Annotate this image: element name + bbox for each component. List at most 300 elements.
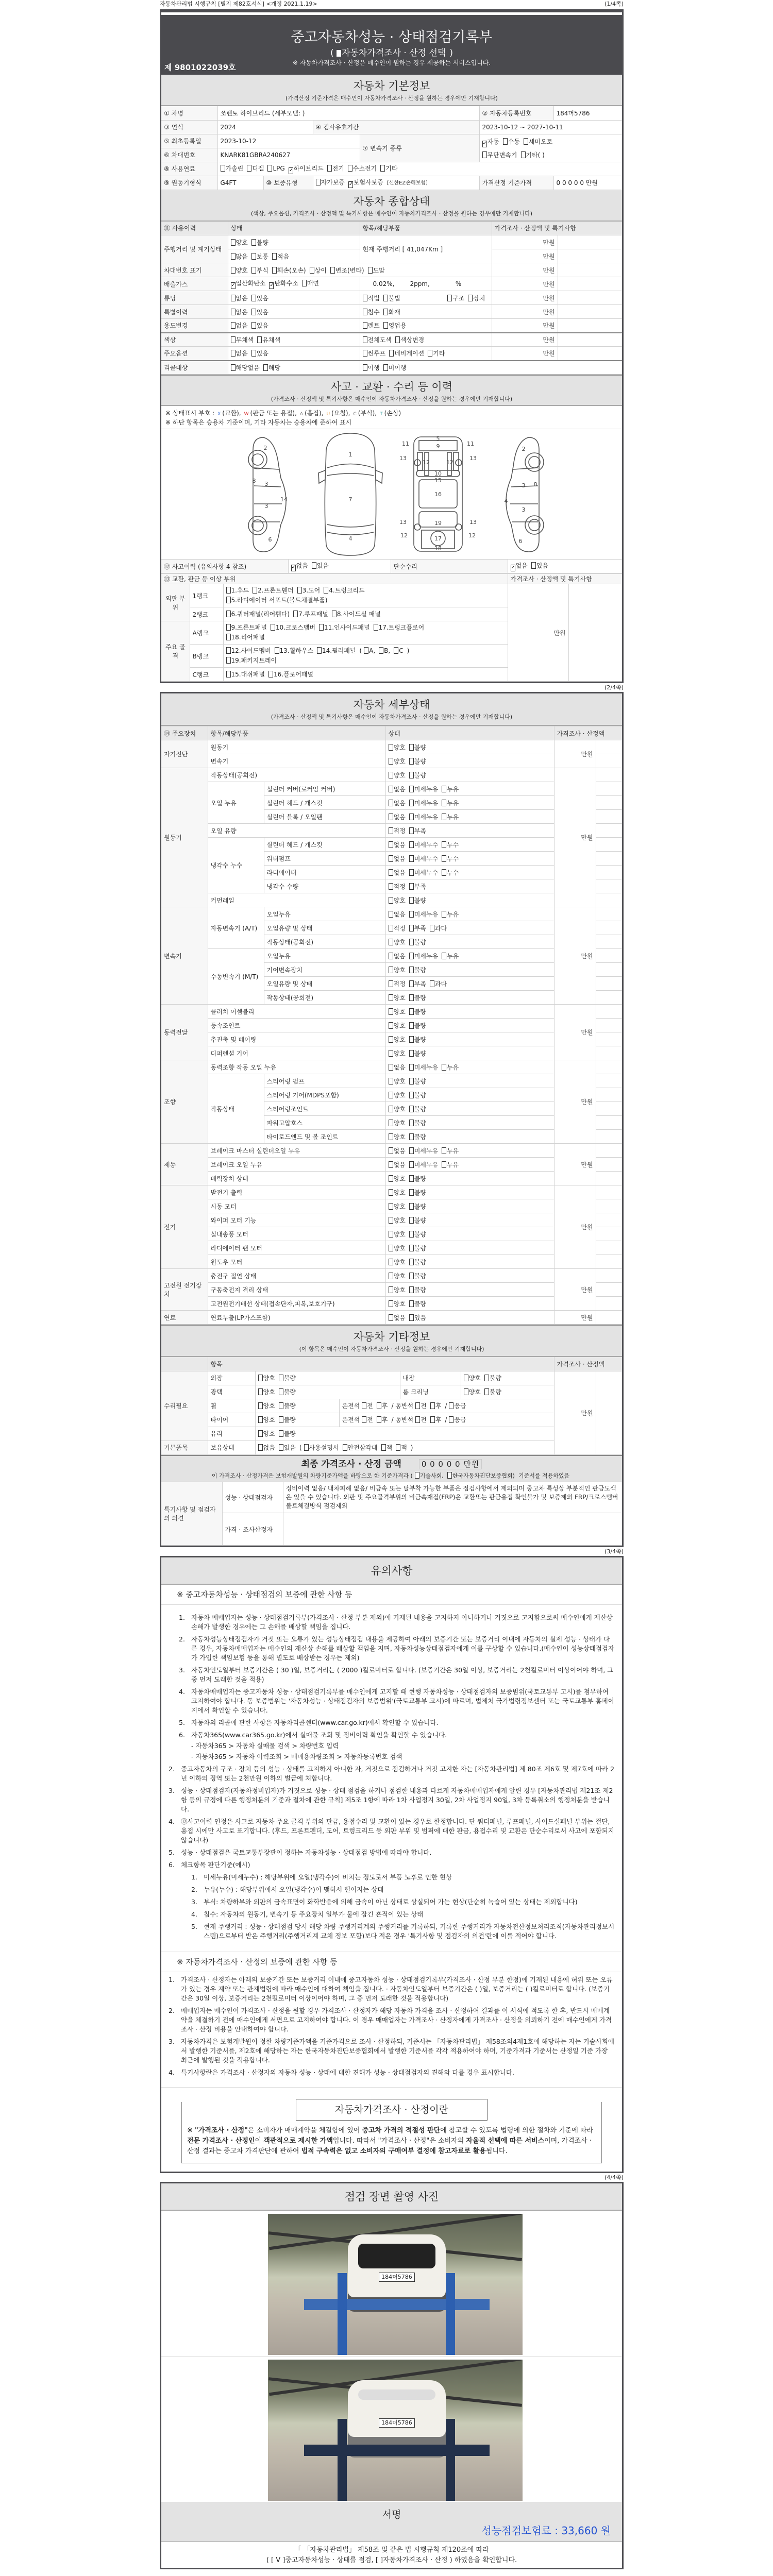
checkbox-checked-icon[interactable]: ✓ xyxy=(482,140,487,146)
checkbox-option[interactable] xyxy=(415,1472,444,1479)
checkbox-icon[interactable] xyxy=(363,364,367,371)
checkbox-option[interactable] xyxy=(226,657,277,664)
checkbox-icon[interactable] xyxy=(430,1416,435,1423)
checkbox-option[interactable] xyxy=(389,350,424,357)
checkbox-option[interactable] xyxy=(231,267,248,274)
checkbox-option[interactable] xyxy=(409,786,438,793)
checkbox-icon[interactable] xyxy=(231,364,236,371)
checkbox-option[interactable] xyxy=(409,1300,426,1308)
checkbox-option[interactable] xyxy=(409,772,426,779)
checkbox-option[interactable] xyxy=(482,151,517,159)
price-input[interactable] xyxy=(596,1158,622,1172)
checkbox-option[interactable] xyxy=(442,855,459,862)
checkbox-icon[interactable] xyxy=(409,1161,414,1168)
checkbox-icon[interactable] xyxy=(409,1120,414,1126)
checkbox-option[interactable] xyxy=(279,1416,296,1423)
price-input[interactable] xyxy=(596,1241,622,1255)
checkbox-option[interactable] xyxy=(389,1203,406,1210)
price-input[interactable] xyxy=(596,879,622,893)
checkbox-option[interactable] xyxy=(409,1259,426,1266)
checkbox-icon[interactable] xyxy=(415,1416,420,1423)
checkbox-icon[interactable] xyxy=(231,336,236,343)
checkbox-icon[interactable] xyxy=(231,309,236,315)
checkbox-option[interactable] xyxy=(409,800,438,807)
checkbox-icon[interactable] xyxy=(279,1416,283,1423)
checkbox-option[interactable] xyxy=(430,1416,442,1423)
checkbox-option[interactable] xyxy=(409,1106,426,1113)
checkbox-option[interactable] xyxy=(377,1402,388,1410)
checkbox-icon[interactable] xyxy=(409,772,414,778)
price-input[interactable] xyxy=(596,1199,622,1213)
checkbox-icon[interactable] xyxy=(279,1375,283,1381)
price-input[interactable] xyxy=(596,991,622,1005)
checkbox-option[interactable] xyxy=(409,758,426,765)
checkbox-option[interactable] xyxy=(482,138,499,145)
price-input[interactable] xyxy=(596,754,622,768)
checkbox-icon[interactable] xyxy=(442,800,446,806)
checkbox-icon[interactable] xyxy=(409,953,414,959)
checkbox-icon[interactable] xyxy=(389,1050,393,1057)
checkbox-option[interactable] xyxy=(267,165,284,172)
checkbox-icon[interactable] xyxy=(409,1286,414,1293)
checkbox-icon[interactable] xyxy=(409,925,414,931)
checkbox-option[interactable] xyxy=(409,1231,426,1238)
checkbox-icon[interactable] xyxy=(409,1175,414,1182)
checkbox-icon[interactable] xyxy=(409,1022,414,1029)
checkbox-icon[interactable] xyxy=(389,1314,393,1321)
checkbox-icon[interactable] xyxy=(374,624,378,631)
checkbox-option[interactable] xyxy=(409,980,426,988)
checkbox-checked-icon[interactable]: ✓ xyxy=(270,282,274,288)
price-input[interactable] xyxy=(596,824,622,838)
checkbox-icon[interactable] xyxy=(293,611,298,617)
checkbox-icon[interactable] xyxy=(389,1217,393,1224)
checkbox-icon[interactable] xyxy=(319,624,324,631)
checkbox-option[interactable] xyxy=(253,587,293,594)
checkbox-icon[interactable] xyxy=(484,1375,489,1381)
checkbox-option[interactable] xyxy=(381,1444,393,1451)
checkbox-icon[interactable] xyxy=(389,1175,393,1182)
checkbox-icon[interactable] xyxy=(389,855,393,862)
checkbox-option[interactable] xyxy=(231,364,260,371)
checkbox-icon[interactable] xyxy=(363,322,367,329)
price-input[interactable] xyxy=(596,1227,622,1241)
checkbox-option[interactable] xyxy=(389,1036,406,1043)
checkbox-icon[interactable] xyxy=(348,165,352,172)
checkbox-option[interactable] xyxy=(442,814,459,821)
checkbox-icon[interactable] xyxy=(409,939,414,945)
price-input[interactable] xyxy=(596,866,622,879)
checkbox-option[interactable] xyxy=(442,911,459,918)
checkbox-option[interactable] xyxy=(447,295,464,302)
checkbox-option[interactable] xyxy=(379,647,390,654)
price-input[interactable] xyxy=(596,810,622,824)
checkbox-option[interactable] xyxy=(279,1430,296,1437)
checkbox-option[interactable] xyxy=(263,364,280,371)
checkbox-option[interactable] xyxy=(428,350,445,357)
checkbox-option[interactable] xyxy=(409,994,426,1002)
checkbox-icon[interactable] xyxy=(442,911,446,918)
checkbox-option[interactable] xyxy=(409,1286,426,1294)
checkbox-icon[interactable] xyxy=(231,295,236,301)
checkbox-option[interactable] xyxy=(409,1161,438,1168)
checkbox-icon[interactable] xyxy=(430,1402,435,1409)
checkbox-option[interactable] xyxy=(409,814,438,821)
checkbox-option[interactable] xyxy=(231,350,248,357)
checkbox-icon[interactable] xyxy=(409,1092,414,1098)
checkbox-icon[interactable] xyxy=(389,869,393,876)
price-input[interactable] xyxy=(558,347,622,361)
checkbox-icon[interactable] xyxy=(389,1022,393,1029)
checkbox-icon[interactable] xyxy=(415,1402,420,1409)
checkbox-icon[interactable] xyxy=(258,1430,263,1437)
checkbox-option[interactable] xyxy=(524,138,552,145)
checkbox-option[interactable] xyxy=(389,1078,406,1085)
checkbox-option[interactable] xyxy=(310,267,327,274)
checkbox-option[interactable] xyxy=(251,322,268,329)
checkbox-option[interactable] xyxy=(272,267,306,274)
checkbox-icon[interactable] xyxy=(379,647,383,654)
checkbox-icon[interactable] xyxy=(409,1078,414,1084)
checkbox-icon[interactable] xyxy=(409,1259,414,1265)
checkbox-option[interactable] xyxy=(389,1189,406,1196)
checkbox-option[interactable] xyxy=(226,587,249,594)
checkbox-icon[interactable] xyxy=(531,562,536,569)
price-input[interactable] xyxy=(596,963,622,977)
checkbox-option[interactable] xyxy=(531,562,548,569)
checkbox-icon[interactable] xyxy=(389,911,393,918)
checkbox-icon[interactable] xyxy=(316,179,321,185)
checkbox-option[interactable] xyxy=(226,647,271,654)
checkbox-option[interactable] xyxy=(442,1161,459,1168)
checkbox-icon[interactable] xyxy=(310,267,314,274)
checkbox-option[interactable] xyxy=(368,267,385,274)
checkbox-option[interactable] xyxy=(389,841,406,849)
checkbox-icon[interactable] xyxy=(389,1273,393,1279)
checkbox-option[interactable] xyxy=(409,897,426,904)
checkbox-option[interactable] xyxy=(231,253,248,260)
price-input[interactable] xyxy=(596,907,622,921)
checkbox-icon[interactable] xyxy=(389,758,393,765)
price-input[interactable] xyxy=(596,1255,622,1269)
checkbox-option[interactable] xyxy=(279,1375,296,1382)
checkbox-icon[interactable] xyxy=(394,647,398,654)
checkbox-icon[interactable] xyxy=(377,1402,381,1409)
price-input[interactable] xyxy=(596,1144,622,1158)
checkbox-icon[interactable] xyxy=(409,883,414,890)
checkbox-icon[interactable] xyxy=(275,647,279,654)
checkbox-option[interactable] xyxy=(221,165,244,172)
checkbox-icon[interactable] xyxy=(409,1147,414,1154)
checkbox-option[interactable] xyxy=(442,786,459,793)
checkbox-option[interactable] xyxy=(442,841,459,849)
checkbox-icon[interactable] xyxy=(389,1286,393,1293)
checkbox-option[interactable] xyxy=(389,1175,406,1182)
checkbox-icon[interactable] xyxy=(389,883,393,890)
checkbox-option[interactable] xyxy=(409,855,438,862)
checkbox-icon[interactable] xyxy=(272,253,277,260)
checkbox-option[interactable] xyxy=(251,295,268,302)
checkbox-option[interactable] xyxy=(304,1444,339,1451)
checkbox-icon[interactable] xyxy=(258,1416,263,1423)
checkbox-option[interactable] xyxy=(389,1008,406,1015)
checkbox-icon[interactable] xyxy=(263,364,268,371)
checkbox-option[interactable] xyxy=(389,1106,406,1113)
price-input[interactable] xyxy=(558,263,622,277)
checkbox-option[interactable] xyxy=(389,1161,406,1168)
checkbox-option[interactable] xyxy=(327,165,344,172)
checkbox-icon[interactable] xyxy=(389,1245,393,1251)
checkbox-icon[interactable] xyxy=(317,647,322,654)
checkbox-option[interactable] xyxy=(363,309,380,316)
checkbox-option[interactable] xyxy=(316,179,345,186)
checkbox-icon[interactable] xyxy=(231,322,236,329)
checkbox-icon[interactable] xyxy=(226,611,231,617)
checkbox-icon[interactable] xyxy=(442,841,446,848)
checkbox-option[interactable] xyxy=(268,671,313,678)
checkbox-icon[interactable] xyxy=(409,800,414,806)
checkbox-icon[interactable] xyxy=(383,295,388,301)
price-input[interactable] xyxy=(558,319,622,333)
checkbox-option[interactable] xyxy=(389,925,406,932)
checkbox-icon[interactable] xyxy=(363,309,367,315)
checkbox-option[interactable] xyxy=(430,980,447,988)
checkbox-option[interactable] xyxy=(396,1444,407,1451)
checkbox-icon[interactable] xyxy=(409,827,414,834)
price-input[interactable] xyxy=(558,235,622,249)
checkbox-icon[interactable] xyxy=(231,239,236,246)
checkbox-icon[interactable] xyxy=(363,295,367,301)
checkbox-icon[interactable] xyxy=(442,1064,446,1071)
checkbox-option[interactable] xyxy=(231,322,248,329)
checkbox-option[interactable] xyxy=(389,1064,406,1071)
price-input[interactable] xyxy=(596,921,622,935)
checkbox-option[interactable] xyxy=(409,744,426,751)
checkbox-option[interactable] xyxy=(409,925,426,932)
checkbox-icon[interactable] xyxy=(272,267,277,274)
price-input[interactable] xyxy=(596,1297,622,1311)
checkbox-option[interactable] xyxy=(377,1416,388,1423)
checkbox-icon[interactable] xyxy=(389,1259,393,1265)
checkbox-icon[interactable] xyxy=(442,1147,446,1154)
checkbox-option[interactable] xyxy=(272,253,289,260)
checkbox-icon[interactable] xyxy=(409,1064,414,1071)
checkbox-option[interactable] xyxy=(442,800,459,807)
checkbox-checked-icon[interactable]: ✓ xyxy=(511,565,515,570)
checkbox-icon[interactable] xyxy=(377,1416,381,1423)
checkbox-icon[interactable] xyxy=(468,295,473,301)
checkbox-option[interactable] xyxy=(279,1402,296,1410)
checkbox-icon[interactable] xyxy=(226,634,231,640)
checkbox-option[interactable] xyxy=(231,336,254,344)
checkbox-option[interactable] xyxy=(317,647,356,654)
price-input[interactable] xyxy=(596,949,622,963)
checkbox-option[interactable] xyxy=(409,1078,426,1085)
checkbox-option[interactable] xyxy=(389,994,406,1002)
checkbox-icon[interactable] xyxy=(447,1472,452,1479)
checkbox-option[interactable] xyxy=(312,562,329,569)
checkbox-icon[interactable] xyxy=(363,336,367,343)
checkbox-option[interactable] xyxy=(409,939,426,946)
checkbox-option[interactable] xyxy=(503,138,520,145)
checkbox-option[interactable] xyxy=(319,624,370,631)
checkbox-option[interactable] xyxy=(415,1402,427,1410)
checkbox-option[interactable] xyxy=(279,1444,296,1451)
checkbox-option[interactable] xyxy=(231,309,248,316)
checkbox-option[interactable] xyxy=(251,239,268,246)
checkbox-option[interactable] xyxy=(409,1120,426,1127)
checkbox-option[interactable] xyxy=(409,1064,438,1071)
checkbox-option[interactable] xyxy=(449,1402,466,1410)
checkbox-icon[interactable] xyxy=(389,800,393,806)
checkbox-icon[interactable] xyxy=(389,1092,393,1098)
checkbox-icon[interactable] xyxy=(330,267,335,274)
checkbox-option[interactable] xyxy=(409,1036,426,1043)
price-input[interactable] xyxy=(596,1088,622,1102)
checkbox-option[interactable] xyxy=(409,1245,426,1252)
checkbox-icon[interactable] xyxy=(409,1231,414,1238)
checkbox-option[interactable] xyxy=(409,1008,426,1015)
price-input[interactable] xyxy=(596,1102,622,1116)
price-input[interactable] xyxy=(596,1046,622,1060)
checkbox-icon[interactable] xyxy=(312,562,316,569)
checkbox-option[interactable] xyxy=(389,786,406,793)
price-input[interactable] xyxy=(596,977,622,991)
checkbox-icon[interactable] xyxy=(389,1300,393,1307)
checkbox-icon[interactable] xyxy=(332,611,337,617)
checkbox-icon[interactable] xyxy=(226,587,231,594)
checkbox-icon[interactable] xyxy=(247,165,251,172)
checkbox-icon[interactable] xyxy=(279,1444,283,1451)
checkbox-option[interactable] xyxy=(409,1133,426,1141)
checkbox-option[interactable] xyxy=(409,1314,426,1321)
price-input[interactable] xyxy=(596,1283,622,1297)
checkbox-icon[interactable] xyxy=(258,1388,263,1395)
checkbox-option[interactable] xyxy=(409,1273,426,1280)
checkbox-icon[interactable] xyxy=(226,624,231,631)
checkbox-option[interactable] xyxy=(389,1133,406,1141)
checkbox-option[interactable] xyxy=(484,1375,501,1382)
checkbox-icon[interactable] xyxy=(389,1106,393,1112)
checkbox-option[interactable] xyxy=(258,1402,275,1410)
checkbox-checked-icon[interactable]: ✓ xyxy=(291,565,296,570)
checkbox-option[interactable] xyxy=(409,911,438,918)
checkbox-option[interactable] xyxy=(394,647,403,654)
checkbox-option[interactable] xyxy=(348,165,377,172)
checkbox-option[interactable] xyxy=(389,953,406,960)
checkbox-option[interactable] xyxy=(247,165,264,172)
price-input[interactable] xyxy=(596,1032,622,1046)
checkbox-icon[interactable] xyxy=(442,786,446,792)
checkbox-icon[interactable] xyxy=(368,267,373,274)
checkbox-icon[interactable] xyxy=(389,953,393,959)
checkbox-option[interactable] xyxy=(389,939,406,946)
checkbox-icon[interactable] xyxy=(409,911,414,918)
checkbox-icon[interactable] xyxy=(389,939,393,945)
checkbox-option[interactable] xyxy=(258,1388,275,1396)
checkbox-icon[interactable] xyxy=(409,1008,414,1015)
checkbox-option[interactable] xyxy=(449,1416,466,1423)
checkbox-option[interactable] xyxy=(363,336,392,344)
checkbox-icon[interactable] xyxy=(362,1402,366,1409)
checkbox-option[interactable] xyxy=(226,671,265,678)
checkbox-option[interactable] xyxy=(231,239,248,246)
price-input[interactable] xyxy=(558,305,622,319)
checkbox-option[interactable] xyxy=(389,800,406,807)
checkbox-icon[interactable] xyxy=(409,1036,414,1043)
checkbox-option[interactable] xyxy=(389,1300,406,1308)
checkbox-icon[interactable] xyxy=(430,925,434,931)
checkbox-option[interactable] xyxy=(409,1203,426,1210)
checkbox-icon[interactable] xyxy=(409,855,414,862)
checkbox-icon[interactable] xyxy=(389,814,393,820)
checkbox-option[interactable] xyxy=(389,980,406,988)
checkbox-icon[interactable] xyxy=(381,1444,386,1451)
checkbox-icon[interactable] xyxy=(409,1133,414,1140)
checkbox-option[interactable] xyxy=(484,1388,501,1396)
checkbox-option[interactable] xyxy=(442,1147,459,1155)
checkbox-icon[interactable] xyxy=(221,165,225,172)
checkbox-option[interactable] xyxy=(511,562,528,569)
price-input[interactable] xyxy=(596,1185,622,1199)
checkbox-option[interactable] xyxy=(389,1259,406,1266)
checkbox-option[interactable] xyxy=(302,280,319,287)
checkbox-icon[interactable] xyxy=(524,138,528,145)
checkbox-option[interactable] xyxy=(389,1092,406,1099)
checkbox-option[interactable] xyxy=(389,1217,406,1224)
checkbox-icon[interactable] xyxy=(363,350,367,357)
checkbox-icon[interactable] xyxy=(409,786,414,792)
price-input[interactable] xyxy=(596,1060,622,1074)
checkbox-option[interactable] xyxy=(226,597,328,604)
price-input[interactable] xyxy=(596,796,622,810)
checkbox-option[interactable] xyxy=(389,814,406,821)
checkbox-option[interactable] xyxy=(231,280,266,287)
checkbox-icon[interactable] xyxy=(409,1106,414,1112)
checkbox-icon[interactable] xyxy=(251,267,256,274)
checkbox-icon[interactable] xyxy=(383,364,388,371)
checkbox-icon[interactable] xyxy=(409,814,414,820)
checkbox-icon[interactable] xyxy=(258,1375,263,1381)
checkbox-icon[interactable] xyxy=(409,994,414,1001)
checkbox-option[interactable] xyxy=(324,587,364,594)
checkbox-option[interactable] xyxy=(389,1120,406,1127)
checkbox-icon[interactable] xyxy=(226,597,231,603)
checkbox-option[interactable] xyxy=(251,253,268,260)
checkbox-icon[interactable] xyxy=(447,295,452,301)
checkbox-option[interactable] xyxy=(409,1175,426,1182)
checkbox-option[interactable] xyxy=(389,1147,406,1155)
checkbox-icon[interactable] xyxy=(409,1314,414,1321)
checkbox-option[interactable] xyxy=(464,1375,481,1382)
checkbox-option[interactable] xyxy=(442,1064,459,1071)
checkbox-icon[interactable] xyxy=(409,1203,414,1210)
checkbox-icon[interactable] xyxy=(343,1444,347,1451)
checkbox-option[interactable] xyxy=(362,1416,373,1423)
price-input[interactable] xyxy=(596,782,622,796)
checkbox-option[interactable] xyxy=(258,1375,275,1382)
checkbox-option[interactable] xyxy=(389,772,406,779)
checkbox-icon[interactable] xyxy=(389,786,393,792)
checkbox-icon[interactable] xyxy=(389,827,393,834)
checkbox-option[interactable] xyxy=(330,267,364,274)
checkbox-icon[interactable] xyxy=(442,953,446,959)
checkbox-option[interactable] xyxy=(409,827,426,835)
checkbox-icon[interactable] xyxy=(268,671,273,677)
checkbox-icon[interactable] xyxy=(396,1444,400,1451)
checkbox-icon[interactable] xyxy=(251,295,256,301)
price-input[interactable] xyxy=(596,1005,622,1019)
